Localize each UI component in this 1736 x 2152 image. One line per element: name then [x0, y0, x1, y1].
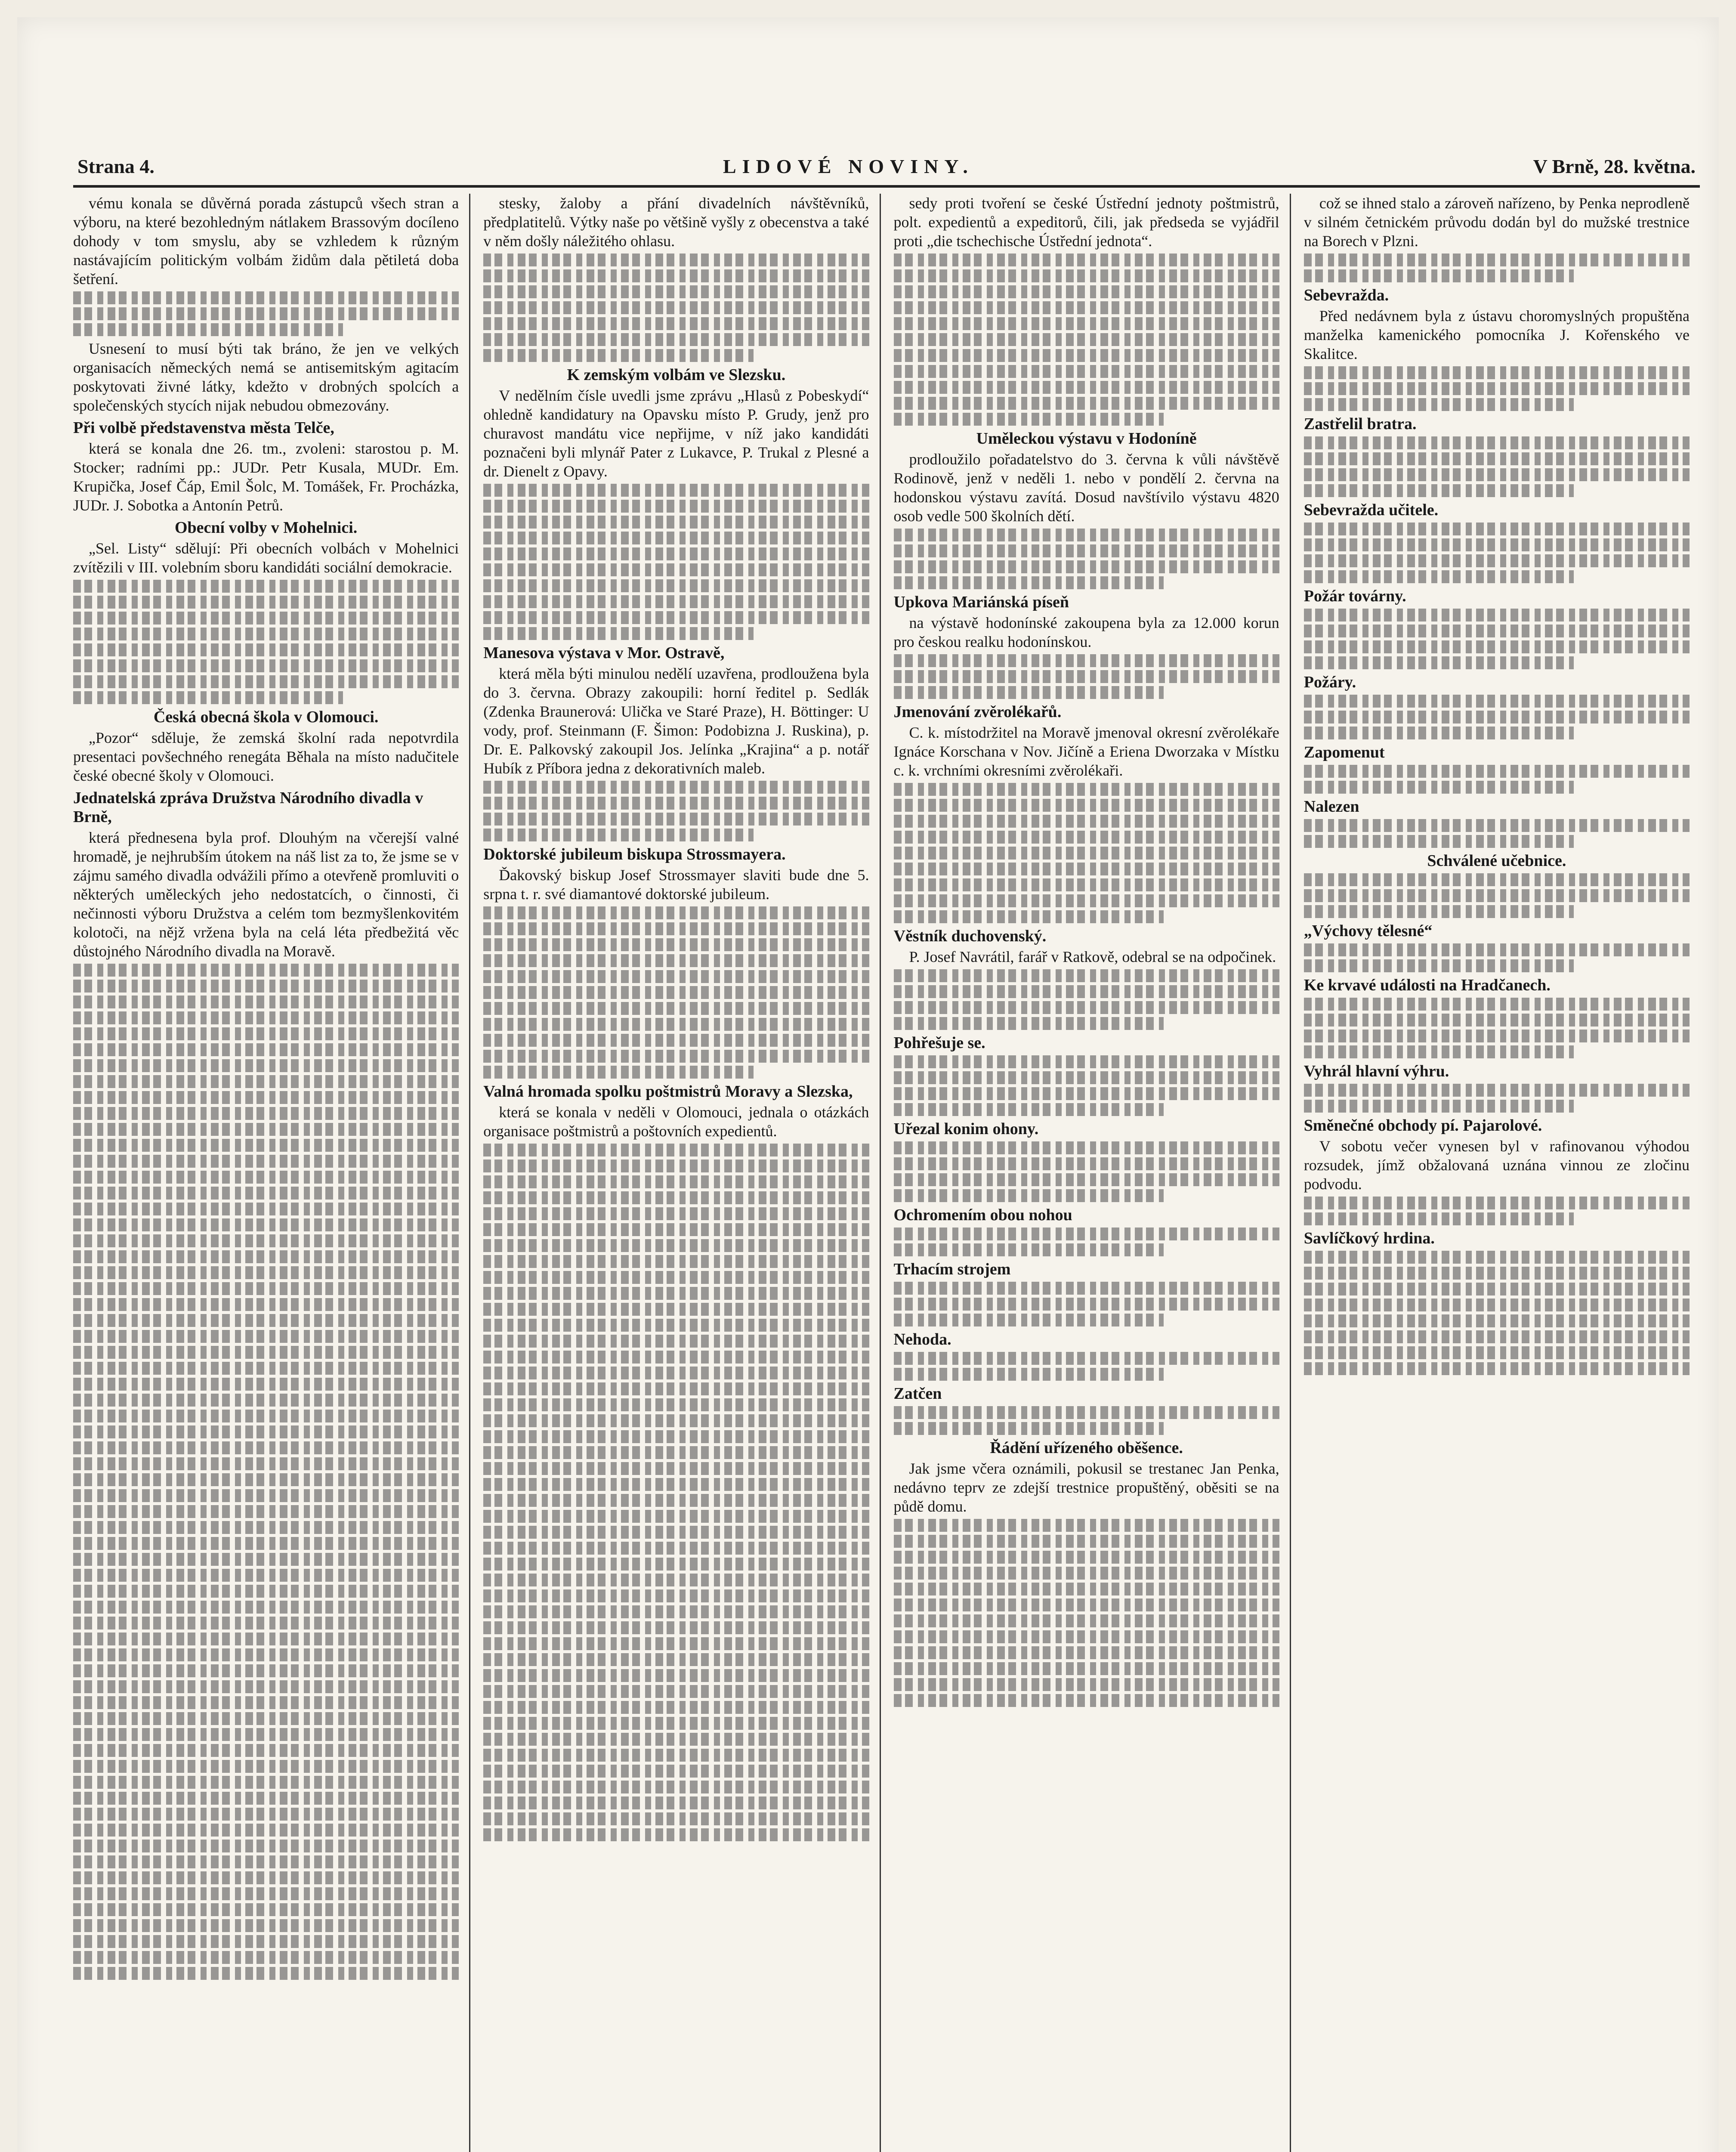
article-text: V nedělním čísle uvedli jsme zprávu „Hlasů z Pobeskydí“ ohledně kandidatury na Opavsku místo P. Grudy, jenž pro churavost mandátu vice nepřijme, v níž jako kandidáti poznačeni byli mlynář Pater z Lukavce, P. Trukal z Plesné a dr. Dienelt z Opavy.	[483, 387, 869, 480]
article-heading: Směnečné obchody pí. Pajarolové.	[1304, 1116, 1542, 1135]
article-text: což se ihned stalo a zároveň nařízeno, by Penka neprodleně v silném četnickém průvodu dodán byl do mužské trestnice na Borech v Plzni.	[1304, 195, 1690, 250]
article-text: která se konala dne 26. tm., zvoleni: starostou p. M. Stocker; radními pp.: JUDr. Petr Kusala, MUDr. Em. Krupička, Josef Čáp, Emil Šolc, M. Tomášek, Fr. Procházka, JUDr. J. Sobotka a Antonín Petrů.	[73, 440, 459, 514]
article-text: která přednesena byla prof. Dlouhým na včerejší valné hromadě, je nejhrubším útokem na náš list za to, že jsme se v zájmu samého divadla odvážili přímo a otevřeně promluviti o některých uměleckých jeho nedostatcích, o činnosti, či nečinnosti výboru Družstva a celém tom bezmyšlenkovitém kolotoči, na nějž vržena byla na celá léta předbežitá věc důstojného Národního divadla na Moravě.	[73, 829, 459, 960]
article-heading: Trhacím strojem	[893, 1260, 1011, 1278]
article-text: sedy proti tvoření se české Ústřední jednoty poštmistrů, polt. expedientů a expeditorů, čili, jak předseda se vyjádřil proti „die tschechische Ústřední jednota“.	[893, 195, 1279, 250]
article-heading: Česká obecná škola v Olomouci.	[153, 708, 379, 726]
article-heading: Valná hromada spolku poštmistrů Moravy a Slezska,	[483, 1082, 853, 1101]
article-columns	[73, 194, 1700, 2152]
column-4	[1304, 194, 1700, 2152]
article-heading: Doktorské jubileum biskupa Strossmayera.	[483, 845, 786, 863]
article-heading: Požár továrny.	[1304, 587, 1406, 605]
article-text: „Sel. Listy“ sdělují: Při obecních volbách v Mohelnici zvítězili v III. volebním sboru kandidáti sociální demokracie.	[73, 540, 459, 576]
article-heading: Zatčen	[893, 1385, 942, 1403]
article-heading: Jednatelská zpráva Družstva Národního divadla v Brně,	[73, 789, 423, 826]
article-heading: Savlíčkový hrdina.	[1304, 1229, 1435, 1247]
article-heading: Nehoda.	[893, 1330, 951, 1348]
article-text: na výstavě hodonínské zakoupena byla za 12.000 korun pro českou realku hodonínskou.	[893, 614, 1279, 650]
column-2	[483, 194, 880, 2152]
article-heading: Při volbě představenstva města Telče,	[73, 419, 334, 437]
page-number: Strana 4.	[77, 155, 154, 177]
article-heading: Upkova Mariánská píseň	[893, 593, 1069, 611]
article-heading: Uřezal konim ohony.	[893, 1120, 1039, 1138]
article-heading: Zapomenut	[1304, 743, 1385, 761]
article-heading: Jmenování zvěrolékařů.	[893, 703, 1062, 721]
article-text: C. k. místodržitel na Moravě jmenoval okresní zvěrolékaře Ignáce Korschana v Nov. Jičíně a Eriena Dworzaka v Místku c. k. vrchními okresními zvěrolékaři.	[893, 724, 1279, 779]
column-1	[73, 194, 470, 2152]
article-text: V sobotu večer vynesen byl v rafinovanou výhodou rozsudek, jímž obžalovaná uznána vinnou ze zločinu podvodu.	[1304, 1138, 1690, 1193]
header-rule	[73, 185, 1700, 188]
article-heading: Obecní volby v Mohelnici.	[174, 519, 358, 537]
article-text: prodloužilo pořadatelstvo do 3. června k vůli návštěvě Rodinově, jenž v neděli 1. nebo v pondělí 2. června na hodonskou výstavu zavítá. Dosud navštívilo výstavu 4820 osob vedle 500 školních dětí.	[893, 451, 1279, 525]
article-heading: Sebevražda učitele.	[1304, 501, 1439, 519]
article-heading: Sebevražda.	[1304, 286, 1389, 304]
article-heading: K zemským volbám ve Slezsku.	[567, 366, 786, 384]
masthead: LIDOVÉ NOVINY.	[723, 155, 974, 177]
article-heading: Uměleckou výstavu v Hodoníně	[976, 430, 1197, 448]
article-text: která měla býti minulou nedělí uzavřena, prodloužena byla do 3. června. Obrazy zakoupili: horní ředitel p. Sedlák (Zdenka Braunerová: Ulička ve Staré Praze), H. Böttinger: U vody, prof. Steinmann (F. Šimon: Podobizna J. Ruskina), p. Dr. E. Palkovský zakoupil Jos. Jelínka „Krajina“ a p. notář Hubík z Příbora jedna z dekorativních maleb.	[483, 665, 869, 777]
article-text: Před nedávnem byla z ústavu choromyslných propuštěna manželka kamenického pomocníka J. Kořenského ve Skalitce.	[1304, 307, 1690, 362]
article-heading: Manesova výstava v Mor. Ostravě,	[483, 644, 725, 662]
article-text: Ďakovský biskup Josef Strossmayer slaviti bude dne 5. srpna t. r. své diamantové doktorské jubileum.	[483, 866, 869, 903]
newspaper-page	[17, 17, 1719, 2152]
article-heading: Řádění uřízeného oběšence.	[990, 1439, 1183, 1457]
article-heading: Ochromením obou nohou	[893, 1206, 1072, 1224]
article-text: Jak jsme včera oznámili, pokusil se trestanec Jan Penka, nedávno teprv ze zdejší trestnice propuštěný, oběsiti se na půdě domu.	[893, 1460, 1279, 1515]
page-header	[77, 155, 1696, 185]
article-text: stesky, žaloby a přání divadelních návštěvníků, předplatitelů. Výtky naše po většině vyšly z obecenstva a také v něm došly náležitého ohlasu.	[483, 195, 869, 250]
article-text: která se konala v neděli v Olomouci, jednala o otázkách organisace poštmistrů a poštovních expedientů.	[483, 1104, 869, 1140]
article-heading: Schválené učebnice.	[1427, 852, 1566, 870]
article-text: „Pozor“ sděluje, že zemská školní rada nepotvrdila presentaci povšechného renegáta Běhala na místo nadučitele české obecné školy v Olomouci.	[73, 729, 459, 784]
article-heading: Ke krvavé události na Hradčanech.	[1304, 976, 1551, 994]
article-heading: Pohřešuje se.	[893, 1034, 985, 1052]
dateline: V Brně, 28. května.	[1533, 155, 1696, 177]
article-heading: Nalezen	[1304, 798, 1359, 816]
article-text: P. Josef Navrátil, farář v Ratkově, odebral se na odpočinek.	[909, 948, 1276, 965]
article-heading: „Výchovy tělesné“	[1304, 922, 1433, 940]
article-heading: Vyhrál hlavní výhru.	[1304, 1062, 1449, 1080]
article-text: Usnesení to musí býti tak bráno, že jen ve velkých organisacích německých nemá se antisemitským agitacím poskytovati živné látky, kdežto v drobných spolcích a společenských stycích nijak nebudou obmezovány.	[73, 340, 459, 414]
article-heading: Zastřelil bratra.	[1304, 415, 1417, 433]
article-heading: Věstník duchovenský.	[893, 927, 1047, 945]
article-text: vému konala se důvěrná porada zástupců všech stran a výboru, na které bezohledným nátlakem Brassovým docíleno dohody v tom smyslu, aby se vzhledem k různým nastávajícím politickým volbám židům dala pětiletá doba šetření.	[73, 195, 459, 288]
column-3	[894, 194, 1291, 2152]
article-heading: Požáry.	[1304, 673, 1356, 691]
